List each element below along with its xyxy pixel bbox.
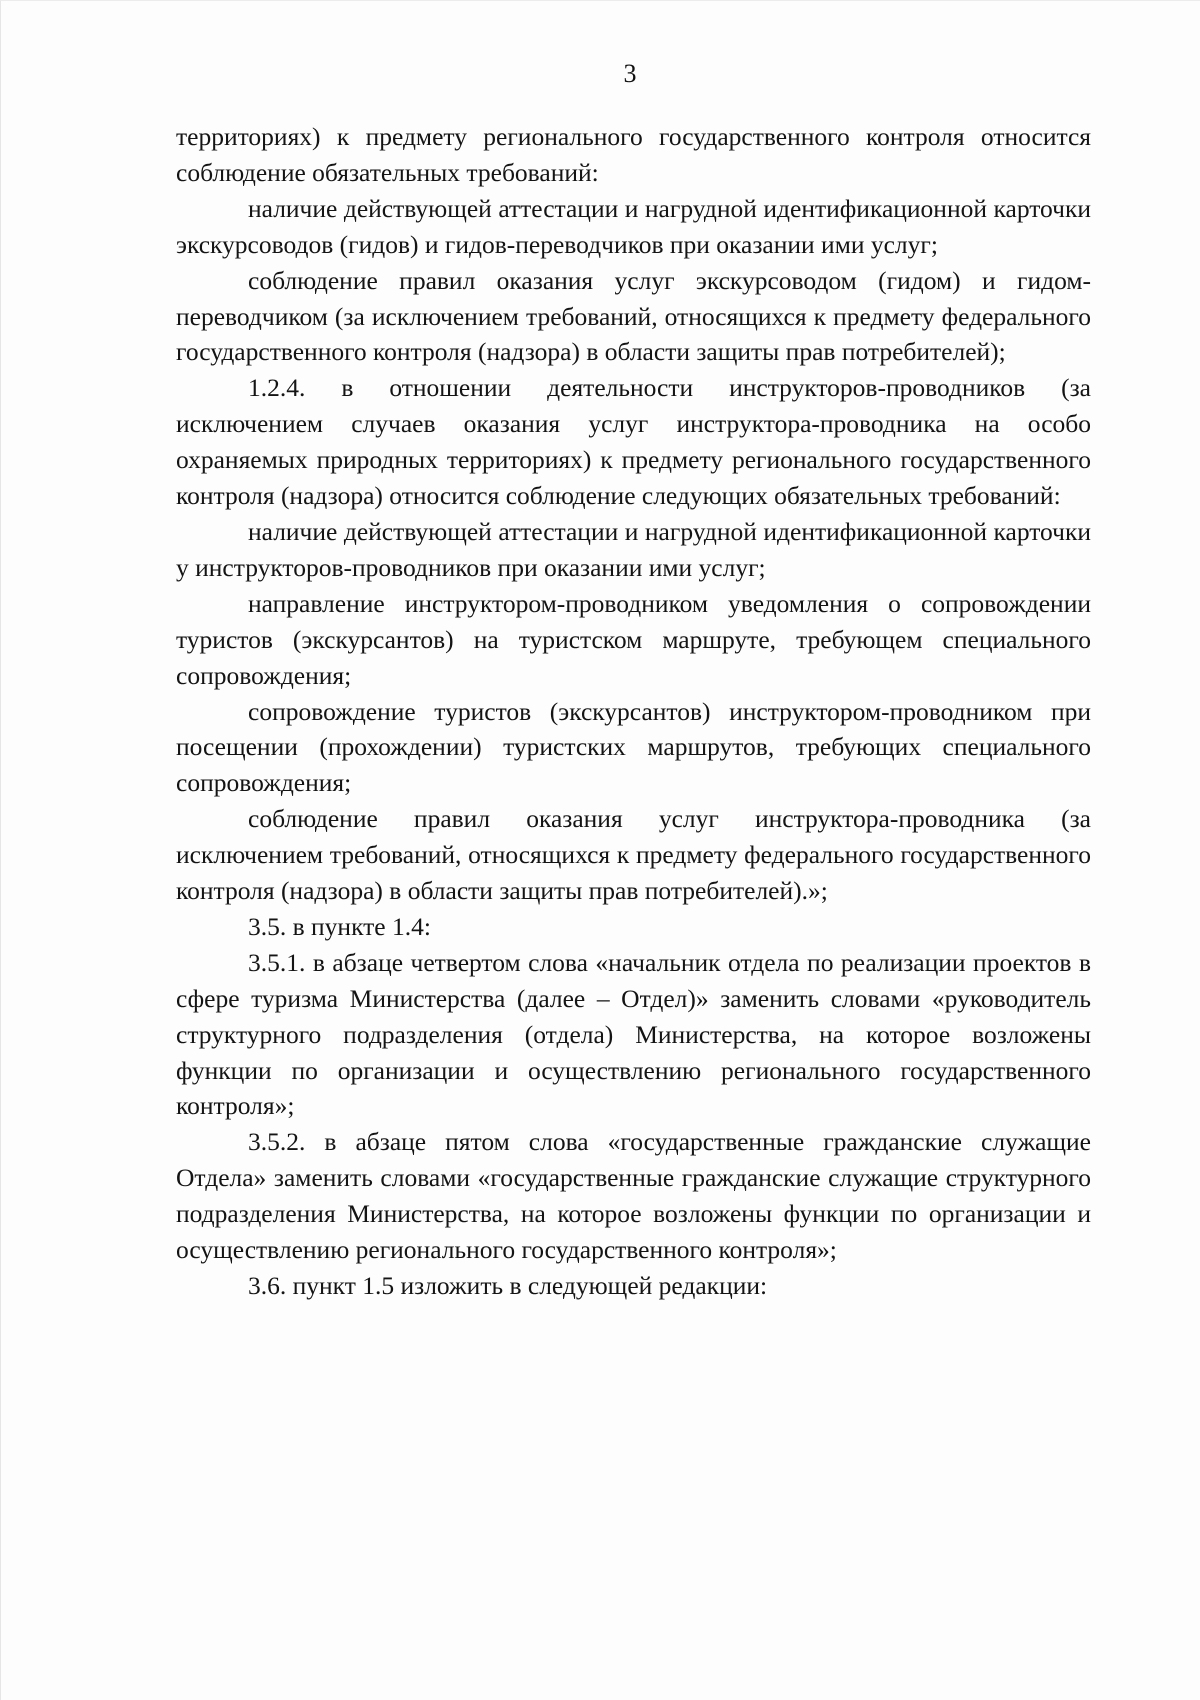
paragraph-4: 1.2.4. в отношении деятельности инструкторов-проводников (за исключением случаев оказания услуг инструктора-проводника на особо охраняемых природных территориях) к предмету регионального государственного контроля (надзора) относится соблюдение следующих обязательных требований: — [176, 373, 1091, 511]
paragraph-1: территориях) к предмету регионального государственного контроля относится соблюдение обязательных требований: — [176, 122, 1091, 187]
paragraph-8: соблюдение правил оказания услуг инструктора-проводника (за исключением требований, относящихся к предмету федерального государственного контроля (надзора) в области защиты прав потребителей).»; — [176, 804, 1091, 906]
paragraph-2: наличие действующей аттестации и нагрудной идентификационной карточки экскурсоводов (гидов) и гидов-переводчиков при оказании ими услуг; — [176, 193, 1091, 259]
document-body — [176, 119, 1091, 1304]
paragraph-3: соблюдение правил оказания услуг экскурсоводом (гидом) и гидом-переводчиком (за исключением требований, относящихся к предмету федерального государственного контроля (надзора) в области защиты прав потребителей); — [176, 265, 1091, 367]
paragraph-6: направление инструктором-проводником уведомления о сопровождении туристов (экскурсантов) на туристском маршруте, требующем специального сопровождения; — [176, 588, 1091, 690]
paragraph-5: наличие действующей аттестации и нагрудной идентификационной карточки у инструкторов-проводников при оказании ими услуг; — [176, 516, 1091, 582]
paragraph-9: 3.5. в пункте 1.4: — [248, 911, 431, 941]
paragraph-12: 3.6. пункт 1.5 изложить в следующей редакции: — [248, 1271, 768, 1300]
page-number: 3 — [623, 59, 637, 88]
paragraph-7: сопровождение туристов (экскурсантов) инструктором-проводником при посещении (прохождении) туристских маршрутов, требующих специального сопровождения; — [176, 696, 1091, 798]
paragraph-11: 3.5.2. в абзаце пятом слова «государственные гражданские служащие Отдела» заменить словами «государственные гражданские служащие структурного подразделения Министерства, на которое возложены функции по организации и осуществлению регионального государственного контроля»; — [176, 1127, 1091, 1265]
paragraph-10: 3.5.1. в абзаце четвертом слова «начальник отдела по реализации проектов в сфере туризма Министерства (далее – Отдел)» заменить словами «руководитель структурного подразделения (отдела) Министерства, на которое возложены функции по организации и осуществлению регионального государственного контроля»; — [176, 947, 1091, 1121]
